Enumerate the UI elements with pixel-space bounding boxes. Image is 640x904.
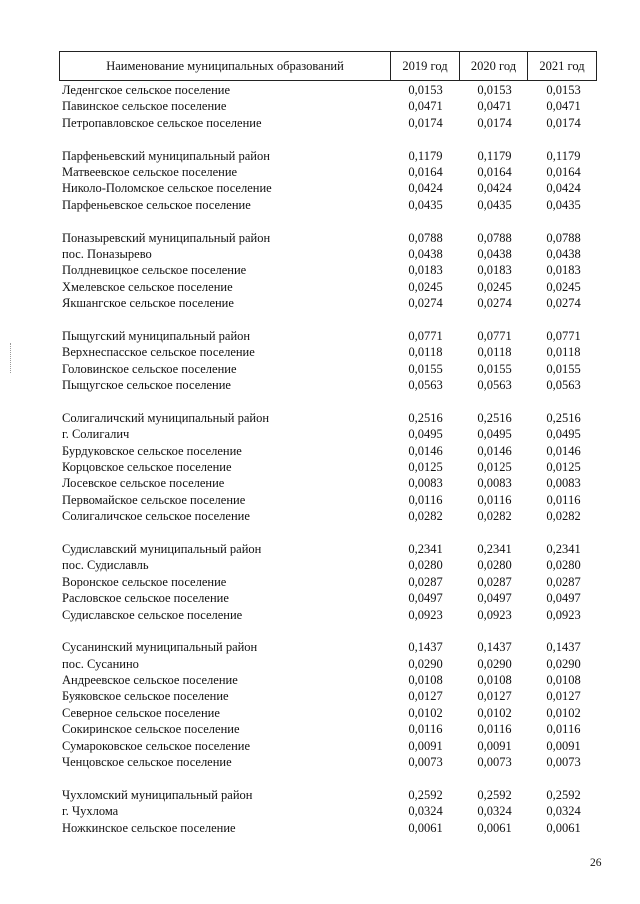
row-name: Андреевское сельское поселение bbox=[62, 673, 238, 688]
table-row bbox=[59, 754, 599, 770]
value-2021: 0,0164 bbox=[546, 164, 581, 179]
value-2019: 0,0435 bbox=[408, 197, 443, 212]
value-2019: 0,2592 bbox=[408, 787, 443, 802]
value-2019: 0,0146 bbox=[408, 443, 443, 458]
row-name: Леденгское сельское поселение bbox=[62, 83, 231, 97]
table-row bbox=[59, 426, 599, 442]
row-name: Сусанинский муниципальный район bbox=[62, 640, 258, 655]
row-name: Судиславский муниципальный район bbox=[62, 541, 262, 556]
value-2020: 0,0923 bbox=[477, 607, 512, 622]
value-2019: 0,0091 bbox=[408, 738, 443, 753]
value-2020: 0,0438 bbox=[477, 246, 512, 261]
value-2021: 0,0495 bbox=[546, 427, 581, 442]
value-2020: 0,0073 bbox=[477, 755, 512, 770]
value-2019: 0,0164 bbox=[408, 164, 443, 179]
row-name: Судиславское сельское поселение bbox=[62, 607, 243, 622]
value-2020: 0,0083 bbox=[477, 476, 512, 491]
table-row bbox=[59, 787, 599, 803]
table-row bbox=[59, 180, 599, 196]
value-2020: 0,2592 bbox=[477, 787, 512, 802]
row-name: Парфеньевский муниципальный район bbox=[62, 148, 270, 163]
table-row bbox=[59, 361, 599, 377]
value-2020: 0,0116 bbox=[477, 722, 512, 737]
value-2020: 0,0174 bbox=[477, 115, 512, 130]
table-row bbox=[59, 688, 599, 704]
row-name: Солигаличский муниципальный район bbox=[62, 410, 270, 425]
value-2020: 0,0061 bbox=[477, 820, 512, 835]
value-2020: 0,0127 bbox=[477, 689, 512, 704]
value-2020: 0,0788 bbox=[477, 230, 512, 245]
table-row bbox=[59, 492, 599, 508]
value-2019: 0,0274 bbox=[408, 296, 443, 311]
row-name: Верхнеспасское сельское поселение bbox=[62, 345, 255, 360]
table-row bbox=[59, 803, 599, 819]
table-row bbox=[59, 328, 599, 344]
value-2021: 0,0287 bbox=[546, 574, 581, 589]
value-2020: 0,0424 bbox=[477, 181, 512, 196]
value-2020: 0,0155 bbox=[477, 361, 512, 376]
value-2019: 0,0174 bbox=[408, 115, 443, 130]
value-2020: 0,0125 bbox=[477, 459, 512, 474]
row-name: Полдневицкое сельское поселение bbox=[62, 263, 247, 278]
value-2021: 0,0471 bbox=[546, 99, 581, 114]
value-2020: 0,2341 bbox=[477, 541, 512, 556]
row-name: Сумароковское сельское поселение bbox=[62, 738, 251, 753]
row-name: пос. Поназырево bbox=[62, 246, 152, 261]
row-name: Бурдуковское сельское поселение bbox=[62, 443, 242, 458]
row-name: Головинское сельское поселение bbox=[62, 361, 237, 376]
table-row bbox=[59, 656, 599, 672]
value-2019: 0,0788 bbox=[408, 230, 443, 245]
header-2021: 2021 год bbox=[539, 58, 585, 73]
row-name: Пыщугский муниципальный район bbox=[62, 328, 251, 343]
value-2019: 0,0083 bbox=[408, 476, 443, 491]
header-name: Наименование муниципальных образований bbox=[60, 52, 391, 80]
value-2021: 0,0073 bbox=[546, 755, 581, 770]
row-name: Расловское сельское поселение bbox=[62, 591, 229, 606]
table-header bbox=[59, 51, 597, 81]
value-2021: 0,0274 bbox=[546, 296, 581, 311]
table-row bbox=[59, 197, 599, 213]
table-row bbox=[59, 721, 599, 737]
value-2019: 0,0155 bbox=[408, 361, 443, 376]
table-row bbox=[59, 377, 599, 393]
value-2021: 0,0563 bbox=[546, 378, 581, 393]
value-2019: 0,0438 bbox=[408, 246, 443, 261]
value-2019: 0,1179 bbox=[408, 148, 443, 163]
row-name: Северное сельское поселение bbox=[62, 705, 220, 720]
header-2020: 2020 год bbox=[460, 52, 528, 80]
row-name: Ченцовское сельское поселение bbox=[62, 755, 232, 770]
value-2020: 0,0102 bbox=[477, 705, 512, 720]
row-name: Солигаличское сельское поселение bbox=[62, 509, 250, 524]
value-2019: 0,0471 bbox=[408, 99, 443, 114]
value-2020: 0,0563 bbox=[477, 378, 512, 393]
value-2020: 0,0118 bbox=[477, 345, 512, 360]
row-name: Николо-Поломское сельское поселение bbox=[62, 181, 272, 196]
value-2021: 0,0118 bbox=[546, 345, 581, 360]
row-name: Хмелевское сельское поселение bbox=[62, 279, 233, 294]
value-2019: 0,0324 bbox=[408, 804, 443, 819]
table-row bbox=[59, 148, 599, 164]
value-2020: 0,0290 bbox=[477, 656, 512, 671]
row-name: г. Солигалич bbox=[62, 427, 130, 442]
value-2020: 0,0164 bbox=[477, 164, 512, 179]
table-row bbox=[59, 279, 599, 295]
value-2019: 0,2341 bbox=[408, 541, 443, 556]
value-2019: 0,1437 bbox=[408, 640, 443, 655]
value-2019: 0,0563 bbox=[408, 378, 443, 393]
value-2021: 0,0280 bbox=[546, 558, 581, 573]
table-row bbox=[59, 230, 599, 246]
value-2021: 0,0438 bbox=[546, 246, 581, 261]
value-2019: 0,0108 bbox=[408, 673, 443, 688]
table-row bbox=[59, 295, 599, 311]
value-2019: 0,0073 bbox=[408, 755, 443, 770]
value-2019: 0,0497 bbox=[408, 591, 443, 606]
value-2019: 0,0282 bbox=[408, 509, 443, 524]
row-name: Воронское сельское поселение bbox=[62, 574, 227, 589]
table-row bbox=[59, 738, 599, 754]
value-2019: 0,0771 bbox=[408, 328, 443, 343]
value-2019: 0,0127 bbox=[408, 689, 443, 704]
value-2021: 0,0923 bbox=[546, 607, 581, 622]
row-name: Павинское сельское поселение bbox=[62, 99, 227, 114]
table-row bbox=[59, 459, 599, 475]
value-2020: 0,1437 bbox=[477, 640, 512, 655]
value-2019: 0,0061 bbox=[408, 820, 443, 835]
table-row bbox=[59, 639, 599, 655]
value-2019: 0,0116 bbox=[408, 492, 443, 507]
value-2020: 0,0153 bbox=[477, 83, 512, 97]
table-row bbox=[59, 705, 599, 721]
value-2019: 0,0287 bbox=[408, 574, 443, 589]
value-2021: 0,0183 bbox=[546, 263, 581, 278]
table-row bbox=[59, 672, 599, 688]
table-row bbox=[59, 820, 599, 836]
value-2019: 0,0125 bbox=[408, 459, 443, 474]
value-2021: 0,0153 bbox=[546, 83, 581, 97]
table-row bbox=[59, 262, 599, 278]
value-2021: 0,0116 bbox=[546, 722, 581, 737]
value-2021: 0,0108 bbox=[546, 673, 581, 688]
value-2019: 0,0153 bbox=[408, 83, 443, 97]
value-2019: 0,0102 bbox=[408, 705, 443, 720]
value-2019: 0,0280 bbox=[408, 558, 443, 573]
value-2021: 0,1179 bbox=[546, 148, 581, 163]
value-2021: 0,0324 bbox=[546, 804, 581, 819]
value-2021: 0,0091 bbox=[546, 738, 581, 753]
value-2020: 0,0108 bbox=[477, 673, 512, 688]
value-2021: 0,2341 bbox=[546, 541, 581, 556]
value-2020: 0,0495 bbox=[477, 427, 512, 442]
table-row bbox=[59, 98, 599, 114]
value-2021: 0,0125 bbox=[546, 459, 581, 474]
value-2021: 0,2592 bbox=[546, 787, 581, 802]
value-2021: 0,0155 bbox=[546, 361, 581, 376]
value-2019: 0,0290 bbox=[408, 656, 443, 671]
table-row bbox=[59, 607, 599, 623]
value-2019: 0,0424 bbox=[408, 181, 443, 196]
value-2021: 0,0146 bbox=[546, 443, 581, 458]
value-2021: 0,0061 bbox=[546, 820, 581, 835]
value-2020: 0,0245 bbox=[477, 279, 512, 294]
value-2020: 0,0280 bbox=[477, 558, 512, 573]
scan-mark bbox=[10, 343, 12, 373]
row-name: Корцовское сельское поселение bbox=[62, 459, 232, 474]
table-row bbox=[59, 82, 599, 98]
value-2020: 0,0497 bbox=[477, 591, 512, 606]
value-2021: 0,0788 bbox=[546, 230, 581, 245]
row-name: Буяковское сельское поселение bbox=[62, 689, 229, 704]
table-row bbox=[59, 574, 599, 590]
row-name: Ножкинское сельское поселение bbox=[62, 820, 236, 835]
value-2020: 0,0282 bbox=[477, 509, 512, 524]
row-name: Петропавловское сельское поселение bbox=[62, 115, 262, 130]
value-2019: 0,2516 bbox=[408, 410, 443, 425]
value-2021: 0,0771 bbox=[546, 328, 581, 343]
value-2021: 0,1437 bbox=[546, 640, 581, 655]
value-2020: 0,2516 bbox=[477, 410, 512, 425]
value-2020: 0,0471 bbox=[477, 99, 512, 114]
row-name: Чухломский муниципальный район bbox=[62, 787, 253, 802]
value-2019: 0,0923 bbox=[408, 607, 443, 622]
table-row bbox=[59, 590, 599, 606]
table-row bbox=[59, 344, 599, 360]
value-2020: 0,0183 bbox=[477, 263, 512, 278]
table-row bbox=[59, 164, 599, 180]
value-2019: 0,0183 bbox=[408, 263, 443, 278]
value-2020: 0,0771 bbox=[477, 328, 512, 343]
table-row bbox=[59, 115, 599, 131]
row-name: Поназыревский муниципальный район bbox=[62, 230, 271, 245]
value-2021: 0,0127 bbox=[546, 689, 581, 704]
value-2021: 0,2516 bbox=[546, 410, 581, 425]
value-2020: 0,0091 bbox=[477, 738, 512, 753]
value-2020: 0,0116 bbox=[477, 492, 512, 507]
value-2020: 0,0435 bbox=[477, 197, 512, 212]
value-2021: 0,0497 bbox=[546, 591, 581, 606]
row-name: Сокиринское сельское поселение bbox=[62, 722, 240, 737]
row-name: Матвеевское сельское поселение bbox=[62, 164, 238, 179]
value-2020: 0,0274 bbox=[477, 296, 512, 311]
value-2021: 0,0245 bbox=[546, 279, 581, 294]
row-name: Якшангское сельское поселение bbox=[62, 296, 234, 311]
value-2021: 0,0290 bbox=[546, 656, 581, 671]
row-name: пос. Сусанино bbox=[62, 656, 139, 671]
table-row bbox=[59, 508, 599, 524]
table-body bbox=[59, 82, 599, 836]
table-row bbox=[59, 443, 599, 459]
table-row bbox=[59, 475, 599, 491]
table-row bbox=[59, 557, 599, 573]
row-name: Первомайское сельское поселение bbox=[62, 492, 246, 507]
value-2021: 0,0116 bbox=[546, 492, 581, 507]
value-2019: 0,0245 bbox=[408, 279, 443, 294]
value-2021: 0,0424 bbox=[546, 181, 581, 196]
value-2021: 0,0102 bbox=[546, 705, 581, 720]
table-row bbox=[59, 246, 599, 262]
row-name: Парфеньевское сельское поселение bbox=[62, 197, 251, 212]
value-2020: 0,1179 bbox=[477, 148, 512, 163]
row-name: Лосевское сельское поселение bbox=[62, 476, 225, 491]
value-2019: 0,0118 bbox=[408, 345, 443, 360]
value-2021: 0,0282 bbox=[546, 509, 581, 524]
value-2021: 0,0174 bbox=[546, 115, 581, 130]
table-row bbox=[59, 410, 599, 426]
value-2019: 0,0116 bbox=[408, 722, 443, 737]
value-2021: 0,0083 bbox=[546, 476, 581, 491]
value-2021: 0,0435 bbox=[546, 197, 581, 212]
row-name: пос. Судиславль bbox=[62, 558, 149, 573]
value-2020: 0,0146 bbox=[477, 443, 512, 458]
row-name: г. Чухлома bbox=[62, 804, 119, 819]
row-name: Пыщугское сельское поселение bbox=[62, 378, 231, 393]
value-2020: 0,0287 bbox=[477, 574, 512, 589]
table-row bbox=[59, 541, 599, 557]
header-2019: 2019 год bbox=[391, 52, 460, 80]
value-2019: 0,0495 bbox=[408, 427, 443, 442]
page-number: 26 bbox=[590, 857, 602, 869]
value-2020: 0,0324 bbox=[477, 804, 512, 819]
